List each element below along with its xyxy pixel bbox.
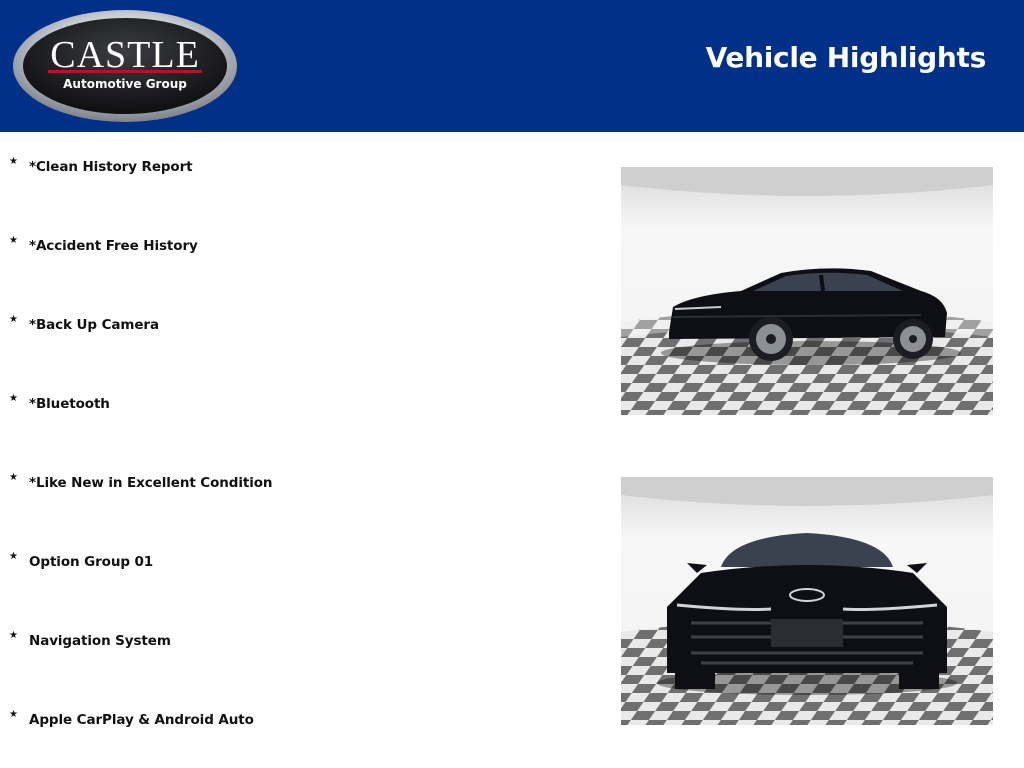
feature-label: Option Group 01 (29, 554, 154, 570)
star-icon: ★ (9, 709, 18, 720)
page-title: Vehicle Highlights (705, 41, 986, 74)
feature-label: *Clean History Report (29, 159, 193, 175)
star-icon: ★ (9, 156, 18, 167)
feature-label: *Bluetooth (29, 396, 110, 412)
feature-label: Navigation System (29, 633, 171, 649)
star-icon: ★ (9, 551, 18, 562)
feature-label: *Back Up Camera (29, 317, 159, 333)
star-icon: ★ (9, 235, 18, 246)
feature-label: *Accident Free History (29, 238, 198, 254)
vehicle-photo-front[interactable] (621, 477, 993, 725)
vehicle-photo-side[interactable] (621, 167, 993, 415)
svg-text:Automotive Group: Automotive Group (63, 77, 187, 91)
feature-label: Apple CarPlay & Android Auto (29, 712, 254, 728)
feature-label: *Like New in Excellent Condition (29, 475, 273, 491)
header-banner (0, 0, 1024, 132)
castle-logo[interactable] (12, 9, 238, 123)
star-icon: ★ (9, 472, 18, 483)
star-icon: ★ (9, 630, 18, 641)
star-icon: ★ (9, 393, 18, 404)
star-icon: ★ (9, 314, 18, 325)
svg-text:CASTLE: CASTLE (50, 34, 200, 76)
